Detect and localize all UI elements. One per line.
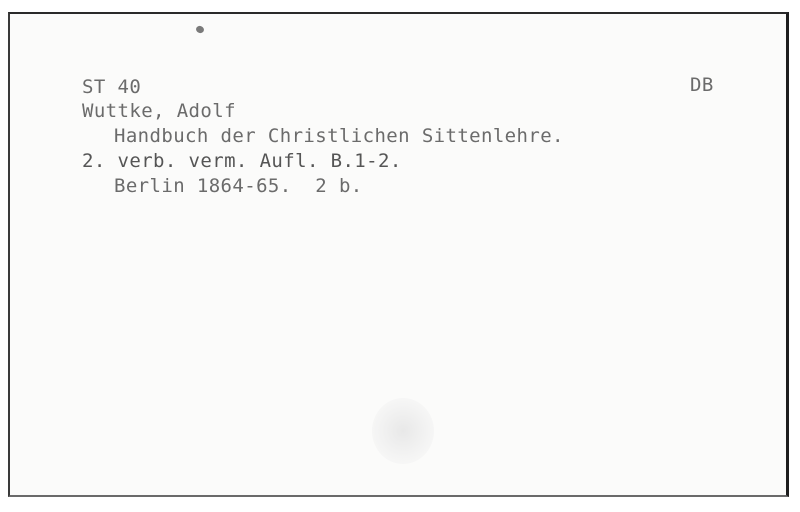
title: Handbuch der Christlichen Sittenlehre. [114,125,564,147]
punch-hole-shadow [372,398,434,464]
ink-mark [195,25,205,34]
author: Wuttke, Adolf [82,100,236,122]
edition: 2. verb. verm. Aufl. B.1-2. [82,150,402,172]
imprint: Berlin 1864-65. 2 b. [114,175,363,197]
catalog-card [8,12,789,497]
location-code: DB [690,74,714,96]
call-number: ST 40 [82,76,142,98]
